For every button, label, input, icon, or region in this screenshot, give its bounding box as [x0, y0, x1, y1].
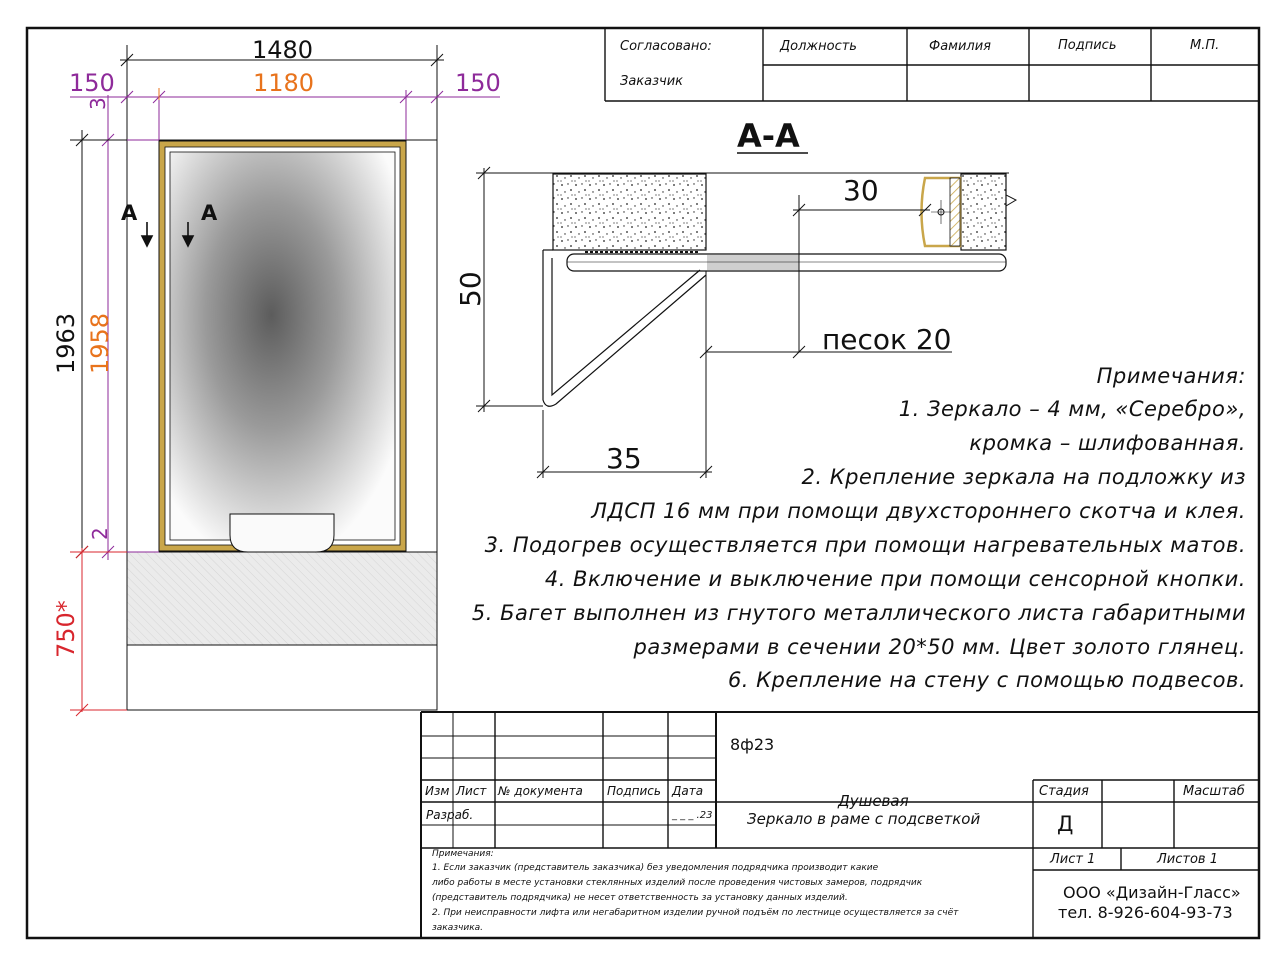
position-header: Должность	[780, 39, 857, 54]
company-phone: тел. 8-926-604-93-73	[1058, 903, 1233, 922]
note-line: ЛДСП 16 мм при помощи двухстороннего скотча и клея.	[591, 499, 1246, 523]
surname-header: Фамилия	[929, 39, 991, 54]
stamp-header: М.П.	[1190, 38, 1220, 53]
footer-notes-heading: Примечания:	[432, 849, 494, 859]
dim-inner-height: 1958	[86, 312, 114, 374]
section-title: А-А	[737, 117, 800, 155]
notes-heading: Примечания:	[1096, 364, 1246, 388]
footer-note-line: либо работы в месте установки стеклянных изделий после проведения чистовых замеров, подрядчик	[432, 878, 923, 888]
footer-note-line: заказчика.	[432, 923, 484, 933]
note-line: 2. Крепление зеркала на подложку из	[801, 465, 1246, 489]
signature-header: Подпись	[1058, 38, 1117, 53]
section-mark-right: A	[201, 201, 218, 225]
dim-right-margin: 150	[455, 69, 501, 97]
dim-50: 50	[454, 271, 487, 307]
dim-inner-width: 1180	[253, 69, 315, 97]
stage-value: Д	[1057, 812, 1074, 836]
developed-label: Разраб.	[426, 808, 474, 822]
title-line-1: Душевая	[838, 792, 909, 810]
doc-code: 8ф23	[730, 735, 775, 754]
col-izm: Изм	[425, 784, 450, 798]
col-date: Дата	[672, 784, 704, 798]
customer-label: Заказчик	[620, 74, 684, 89]
footer-note-line: 2. При неисправности лифта или негабаритном изделии ручной подъём по лестнице осуществляется за счёт	[432, 908, 959, 918]
section-mark-left: A	[121, 201, 138, 225]
title-line-2: Зеркало в раме с подсветкой	[747, 810, 981, 828]
dim-total-width: 1480	[252, 36, 314, 64]
section-view	[476, 153, 1016, 478]
sensor-button	[230, 514, 334, 552]
dim-35: 35	[606, 442, 642, 475]
col-list: Лист	[456, 784, 487, 798]
dim-bottom-gap: 2	[88, 527, 112, 540]
date-value: _ _ _ .23	[672, 810, 713, 821]
dim-top-gap: 3	[86, 97, 110, 110]
note-line: 5. Багет выполнен из гнутого металлического листа габаритными	[471, 601, 1246, 625]
note-line: 4. Включение и выключение при помощи сенсорной кнопки.	[544, 567, 1246, 591]
col-sign: Подпись	[607, 784, 661, 798]
note-line: 3. Подогрев осуществляется при помощи нагревательных матов.	[484, 533, 1246, 557]
footer-note-line: (представитель подрядчика) не несет ответственность за установку данных изделий.	[432, 893, 848, 903]
footer-note-line: 1. Если заказчик (представитель заказчика) без уведомления подрядчика производит какие	[432, 863, 879, 873]
agreed-label: Согласовано:	[620, 39, 712, 54]
sheet-count: Листов 1	[1157, 852, 1218, 867]
note-line: 1. Зеркало – 4 мм, «Серебро»,	[898, 397, 1246, 421]
floor-zone	[127, 552, 437, 645]
scale-label: Масштаб	[1183, 784, 1245, 799]
dim-30: 30	[843, 174, 879, 207]
note-line: размерами в сечении 20*50 мм. Цвет золото глянец.	[633, 635, 1246, 659]
chipboard-block	[553, 174, 706, 250]
elevation-view	[70, 45, 500, 716]
dim-total-height: 1963	[52, 312, 80, 374]
sheet-number: Лист 1	[1050, 852, 1096, 867]
note-line: 6. Крепление на стену с помощью подвесов.	[727, 668, 1246, 692]
stage-label: Стадия	[1039, 784, 1089, 799]
col-doc: № документа	[498, 784, 583, 798]
dim-left-margin: 150	[69, 69, 115, 97]
dim-install-height: 750*	[52, 600, 80, 658]
note-line: кромка – шлифованная.	[969, 431, 1246, 455]
company-name: ООО «Дизайн-Гласс»	[1063, 883, 1241, 902]
sand-label: песок 20	[822, 323, 952, 356]
